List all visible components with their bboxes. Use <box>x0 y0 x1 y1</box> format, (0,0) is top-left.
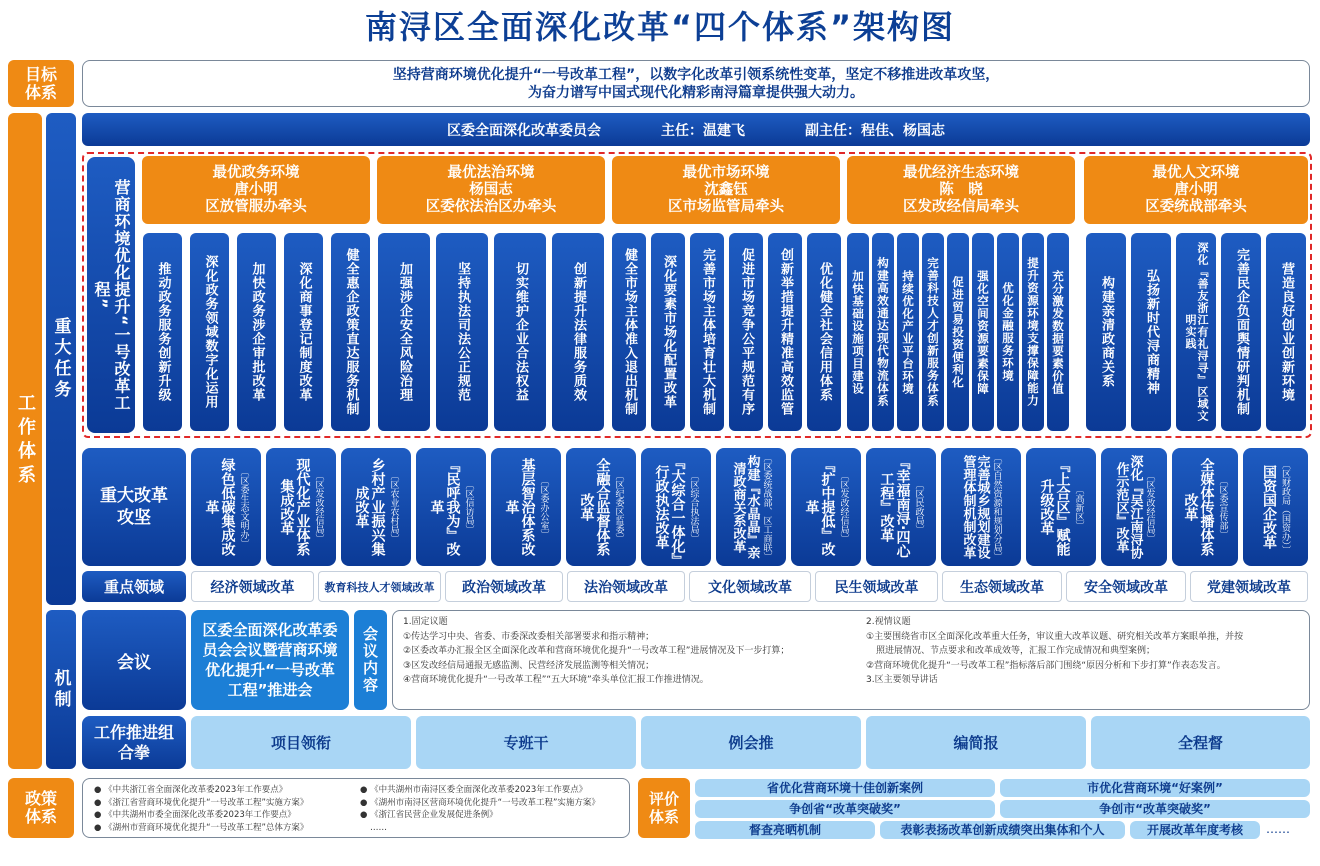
reform-main: 国资国企改革 <box>1261 465 1277 549</box>
env-lead: 区放管服办牵头 <box>205 198 307 215</box>
reform-sub: 〔区发改经信局〕 <box>1144 471 1155 543</box>
meeting-fixed-topics <box>403 615 859 688</box>
eval-item: 市优化营商环境“好案例” <box>1000 779 1310 797</box>
task-column: 深化商事登记制度改革 <box>284 233 323 431</box>
reform-sub: 〔区财政局（国资办）〕 <box>1280 459 1290 555</box>
reform-main: 『上合区』赋能升级改革 <box>1038 458 1071 556</box>
eval-item: 督查亮晒机制 <box>695 821 875 839</box>
task-column: 促进市场竞争公平规范有序 <box>729 233 763 431</box>
reform-card <box>191 448 261 566</box>
task-column: 深化要素市场化配置改革 <box>651 233 685 431</box>
env-person: 唐小明 <box>234 181 278 198</box>
work-system-label: 工作体系 <box>8 113 42 769</box>
task-column: 坚持执法司法公正规范 <box>436 233 488 431</box>
policy-item-text: 《中共浙江省全面深化改革委2023年工作要点》 <box>104 785 288 795</box>
env-person: 沈鑫钰 <box>704 181 748 198</box>
domain-education: 教育科技人才领域改革 <box>318 571 441 602</box>
combo-label: 工作推进组合拳 <box>82 716 186 769</box>
env-name: 最优市场环境 <box>682 164 770 181</box>
combo-item: 项目领衔 <box>191 716 411 769</box>
task-column: 加强涉企安全风险治理 <box>378 233 430 431</box>
project-label: 营商环境优化提升“一号改革工程” <box>87 157 135 433</box>
visit-item: ②营商环境优化提升“一号改革工程”指标落后部门围绕“原因分析和下步打算”作表态发言。 <box>866 660 1226 671</box>
policy-right-list <box>360 784 628 834</box>
reform-sub: 〔区自然资源和规划分局〕 <box>991 453 1002 561</box>
visit-item: 3.区主要领导讲话 <box>866 675 938 685</box>
combo-item: 例会推 <box>641 716 861 769</box>
env-header-market <box>612 156 840 224</box>
reform-sub: 〔高新区〕 <box>1073 484 1084 530</box>
env-header-economy <box>847 156 1075 224</box>
policy-item: ● 《湖州市南浔区营商环境优化提升“一号改革工程”实施方案》 <box>360 797 600 808</box>
task-column: 优化金融服务环境 <box>997 233 1019 431</box>
env-person: 唐小明 <box>1174 181 1218 198</box>
domain-party: 党建领域改革 <box>1190 571 1308 602</box>
reform-main: 完善城乡规划建设管理体制机制改革 <box>960 455 990 559</box>
task-column: 推动政务服务创新升级 <box>143 233 182 431</box>
meeting-label: 会议 <box>82 610 186 710</box>
task-column: 营造良好创业创新环境 <box>1266 233 1306 431</box>
page-title: 南浔区全面深化改革“四个体系”架构图 <box>364 8 956 46</box>
fixed-item: ②区委改革办汇报全区全面深化改革和营商环境优化提升“一号改革工程”进展情况及下一步打算； <box>403 646 790 656</box>
reform-main: 深化『吴江南浔协作示范区』改革 <box>1113 455 1143 559</box>
reform-sub: 〔区农业农村局〕 <box>388 471 399 543</box>
policy-item: ● 《中共湖州市委全面深化改革委2023年工作要点》 <box>94 810 296 820</box>
reform-main: 全媒体传播体系改革 <box>1182 458 1215 556</box>
env-name: 最优经济生态环境 <box>903 164 1019 181</box>
policy-item: ● 《湖州市营商环境优化提升“一号改革工程”总体方案》 <box>94 822 309 833</box>
meeting-name: 区委全面深化改革委员会会议暨营商环境优化提升“一号改革工程”推进会 <box>191 610 349 710</box>
task-column: 强化空间资源要素保障 <box>972 233 994 431</box>
task-column: 完善民企负面舆情研判机制 <box>1221 233 1261 431</box>
policy-left-list <box>94 784 356 834</box>
fixed-item: ①传达学习中央、省委、市委深改委相关部署要求和指示精神； <box>403 631 655 642</box>
reform-sub: 〔区发改经信局〕 <box>838 471 849 543</box>
combo-item: 编简报 <box>866 716 1086 769</box>
goal-line-2: 为奋力谱写中国式现代化精彩南浔篇章提供强大动力。 <box>528 84 864 101</box>
committee-bar <box>82 113 1310 146</box>
meeting-visit-topics <box>866 615 1306 688</box>
task-column: 构建高效通达现代物流体系 <box>872 233 894 431</box>
policy-item-text: 《中共湖州市南浔区委全面深化改革委2023年工作要点》 <box>370 785 588 795</box>
goal-text <box>82 60 1310 107</box>
policy-item-text: 《湖州市营商环境优化提升“一号改革工程”总体方案》 <box>104 822 309 833</box>
key-reforms-label: 重大改革攻坚 <box>82 448 186 566</box>
fixed-title: 1.固定议题 <box>403 617 448 627</box>
domain-livelihood: 民生领域改革 <box>815 571 938 602</box>
meeting-content-label: 会议内容 <box>354 610 387 710</box>
env-name: 最优法治环境 <box>447 164 535 181</box>
reform-main: 『幸福南浔·四心工程』改革 <box>878 455 911 559</box>
policy-item: ● 《中共湖州市南浔区委全面深化改革委2023年工作要点》 <box>360 785 588 795</box>
reform-sub: 〔区纪委区监委〕 <box>613 471 624 543</box>
task-column: 构建亲清政商关系 <box>1086 233 1126 431</box>
task-column: 完善科技人才创新服务体系 <box>922 233 944 431</box>
reform-card <box>791 448 861 566</box>
task-column: 深化政务领域数字化运用 <box>190 233 229 431</box>
combo-item: 全程督 <box>1091 716 1310 769</box>
policy-item-text: 《中共湖州市委全面深化改革委2023年工作要点》 <box>104 810 296 820</box>
env-name: 最优人文环境 <box>1152 164 1240 181</box>
policy-item-text: 《浙江省营商环境优化提升“一号改革工程”实施方案》 <box>104 797 309 808</box>
task-column: 充分激发数据要素价值 <box>1047 233 1069 431</box>
reform-main: 全融合监督体系改革 <box>578 458 611 556</box>
task-column: 加快基础设施项目建设 <box>847 233 869 431</box>
eval-item: 省优化营商环境十佳创新案例 <box>695 779 995 797</box>
committee-name: 区委全面深化改革委员会 <box>447 122 601 139</box>
visit-title: 2.视情议题 <box>866 617 911 627</box>
task-column: 优化健全社会信用体系 <box>807 233 841 431</box>
env-person: 陈 晓 <box>939 181 983 198</box>
reform-card <box>341 448 411 566</box>
domain-ecology: 生态领域改革 <box>942 571 1062 602</box>
key-domains-label: 重点领域 <box>82 571 186 602</box>
reform-card <box>1243 448 1308 566</box>
reform-main: 绿色低碳集成改革 <box>203 458 236 556</box>
reform-sub: 〔区综合执法局〕 <box>688 471 699 543</box>
policy-item: ● 《浙江省民营企业发展促进条例》 <box>360 810 498 820</box>
reform-sub: 〔区发改经信局〕 <box>313 471 324 543</box>
reform-main: 『扩中提低』改革 <box>803 458 836 556</box>
policy-item-text: …… <box>370 822 387 833</box>
env-person: 杨国志 <box>469 181 513 198</box>
env-lead: 区市场监管局牵头 <box>668 198 784 215</box>
reform-card <box>491 448 561 566</box>
reform-main: 『民呼我为』改革 <box>428 458 461 556</box>
policy-label: 政策体系 <box>8 778 74 838</box>
task-column: 加快政务涉企审批改革 <box>237 233 276 431</box>
task-column: 持续优化产业平台环境 <box>897 233 919 431</box>
reform-main: 构建『水晶晶』亲清政商关系改革 <box>730 455 760 559</box>
env-header-culture <box>1084 156 1308 224</box>
reform-card <box>941 448 1021 566</box>
reform-main: 基层智治体系改革 <box>503 458 536 556</box>
reform-sub: 〔区委宣传部〕 <box>1217 475 1228 539</box>
eval-item: 表彰表扬改革创新成绩突出集体和个人 <box>880 821 1125 839</box>
domain-law: 法治领域改革 <box>567 571 685 602</box>
reform-card <box>566 448 636 566</box>
task-column: 弘扬新时代浔商精神 <box>1131 233 1171 431</box>
env-name: 最优政务环境 <box>212 164 300 181</box>
task-column: 完善市场主体培育壮大机制 <box>690 233 724 431</box>
task-column: 创新提升法律服务质效 <box>552 233 604 431</box>
goal-line-1: 坚持营商环境优化提升“一号改革工程”，以数字化改革引领系统性变革，坚定不移推进改革攻坚， <box>392 66 1000 83</box>
visit-item: ①主要围绕省市区全面深化改革重大任务，审议重大改革议题、研究相关改革方案眼单推，并按 <box>866 631 1244 642</box>
reform-sub: 〔区委生态文明办〕 <box>238 466 249 548</box>
major-tasks-label: 重大任务 <box>46 113 76 605</box>
reform-sub: 〔区委统战部、区工商联〕 <box>761 453 772 561</box>
reform-card <box>641 448 711 566</box>
reform-sub: 〔区信访局〕 <box>463 480 474 534</box>
fixed-item: ③区发改经信局通报无感监测、民营经济发展监测等相关情况； <box>403 660 655 671</box>
task-column: 深化『善友浙江有礼浔寻』区域文明实践 <box>1176 233 1216 431</box>
eval-item: 争创省“改革突破奖” <box>695 800 995 818</box>
reform-card <box>266 448 336 566</box>
reform-sub: 〔区委办公室〕 <box>538 475 549 539</box>
committee-director: 主任：温建飞 <box>661 122 745 139</box>
evaluation-label: 评价体系 <box>638 778 690 838</box>
policy-item-text: 《湖州市南浔区营商环境优化提升“一号改革工程”实施方案》 <box>370 797 600 808</box>
reform-card <box>1101 448 1167 566</box>
goal-system-label: 目标体系 <box>8 60 74 107</box>
combo-item: 专班干 <box>416 716 636 769</box>
env-header-law <box>377 156 605 224</box>
domain-culture: 文化领域改革 <box>689 571 811 602</box>
task-column: 切实维护企业合法权益 <box>494 233 546 431</box>
policy-item: ● 《中共浙江省全面深化改革委2023年工作要点》 <box>94 785 288 795</box>
task-column: 创新举措提升精准高效监管 <box>768 233 802 431</box>
reform-card <box>866 448 936 566</box>
reform-main: 『大综合一体化』行政执法改革 <box>653 454 686 560</box>
task-column: 健全市场主体准入退出机制 <box>612 233 646 431</box>
task-column: 促进贸易投资便利化 <box>947 233 969 431</box>
reform-sub: 〔区民政局〕 <box>913 480 924 534</box>
domain-economy: 经济领域改革 <box>191 571 314 602</box>
visit-item: 照进展情况、节点要求和改革成效等，汇报工作完成情况和典型案例； <box>876 646 1156 656</box>
env-header-government <box>142 156 370 224</box>
mechanism-label: 机制 <box>46 610 76 769</box>
eval-ellipsis: …… <box>1266 822 1290 836</box>
policy-item-text: 《浙江省民营企业发展促进条例》 <box>370 810 498 820</box>
policy-item <box>360 822 628 835</box>
env-lead: 区委统战部牵头 <box>1145 198 1247 215</box>
fixed-item: ④营商环境优化提升“一号改革工程”“五大环境”牵头单位汇报工作推进情况。 <box>403 675 709 685</box>
eval-item: 开展改革年度考核 <box>1130 821 1260 839</box>
committee-deputy: 副主任：程佳、杨国志 <box>805 122 945 139</box>
reform-card <box>1026 448 1096 566</box>
env-lead: 区委依法治区办牵头 <box>425 198 557 215</box>
reform-card <box>1172 448 1238 566</box>
domain-security: 安全领域改革 <box>1066 571 1186 602</box>
task-column: 健全惠企政策直达服务机制 <box>331 233 370 431</box>
reform-card <box>716 448 786 566</box>
env-lead: 区发改经信局牵头 <box>903 198 1019 215</box>
eval-item: 争创市“改革突破奖” <box>1000 800 1310 818</box>
task-column: 提升资源环境支撑保障能力 <box>1022 233 1044 431</box>
reform-main: 乡村产业振兴集成改革 <box>353 458 386 556</box>
reform-main: 现代化产业体系集成改革 <box>278 458 311 556</box>
domain-politics: 政治领域改革 <box>445 571 563 602</box>
reform-card <box>416 448 486 566</box>
policy-item: ● 《浙江省营商环境优化提升“一号改革工程”实施方案》 <box>94 797 309 808</box>
